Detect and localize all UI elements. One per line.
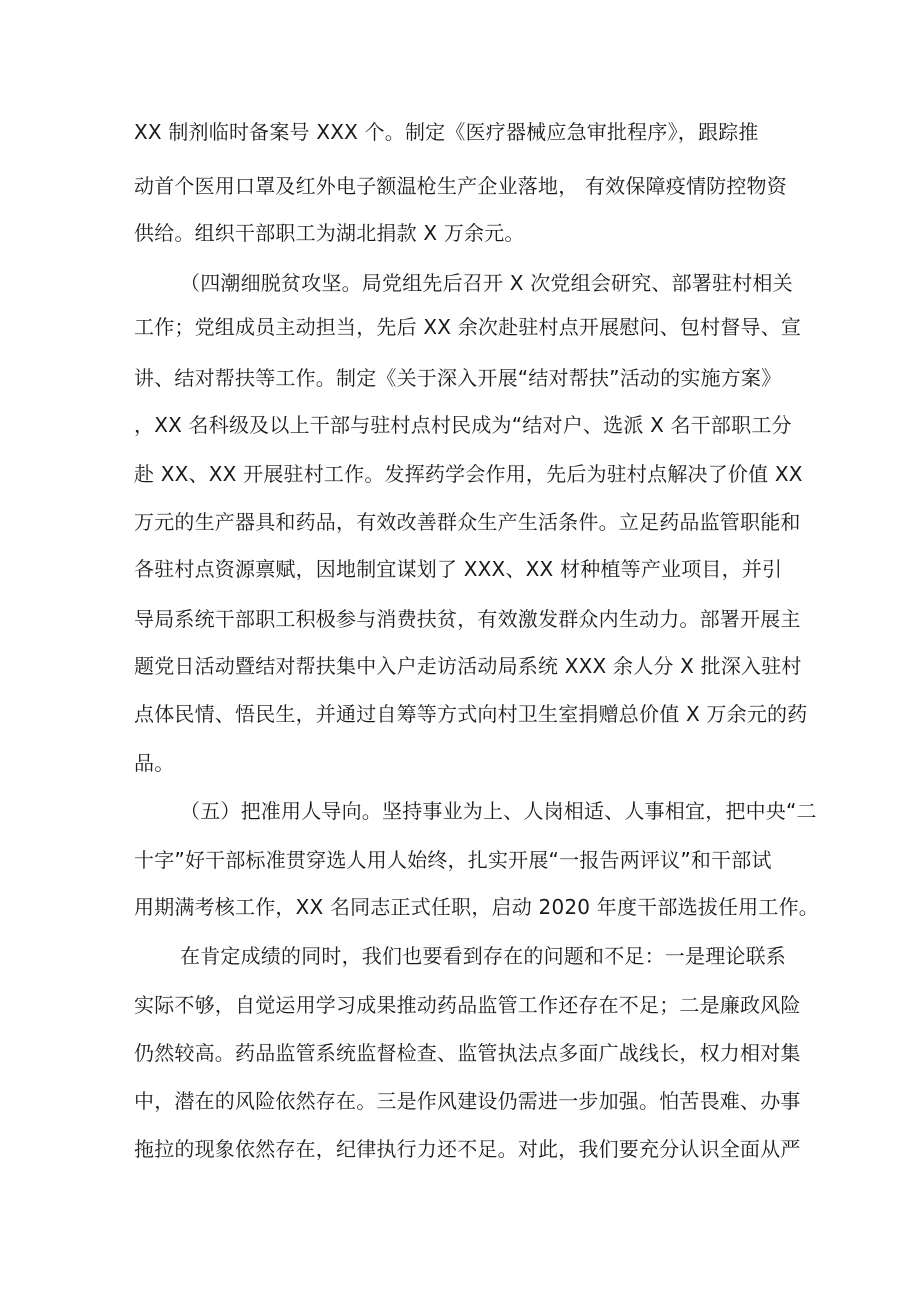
text-line: 供给。组织干部职工为湖北捐款 X 万余元。 xyxy=(134,221,525,245)
text-line: 拖拉的现象依然存在，纪律执行力还不足。对此，我们要充分认识全面从严 xyxy=(134,1137,801,1161)
text-line: 点体民情、悟民生，并通过自筹等方式向村卫生室捐赠总价值 X 万余元的药 xyxy=(134,702,808,726)
text-line: 十字”好干部标准贯穿选人用人始终，扎实开展“一报告两评议”和干部试 xyxy=(134,848,772,872)
text-line: 讲、结对帮扶等工作。制定《关于深入开展“结对帮扶”活动的实施方案》 xyxy=(134,366,782,390)
text-line: 工作；党组成员主动担当，先后 XX 余次赴驻村点开展慰问、包村督导、宣 xyxy=(134,315,802,339)
paragraph-heading-line: （五）把准用人导向。坚持事业为上、人岗相适、人事相宜，把中央“二 xyxy=(180,799,817,823)
paragraph-heading-line: （四潮细脱贫攻坚。局党组先后召开 X 次党组会研究、部署驻村相关 xyxy=(180,271,793,295)
text-line: 动首个医用口罩及红外电子额温枪生产企业落地， 有效保障疫情防控物资 xyxy=(134,174,787,198)
paragraph-first-line: 在肯定成绩的同时，我们也要看到存在的问题和不足：一是理论联系 xyxy=(180,944,786,968)
text-line: XX 制剂临时备案号 XXX 个。制定《医疗器械应急审批程序》，跟踪推 xyxy=(134,120,759,144)
text-line: ，XX 名科级及以上干部与驻村点村民成为“结对户、选派 X 名干部职工分 xyxy=(134,413,792,437)
text-line: 赴 XX、XX 开展驻村工作。发挥药学会作用，先后为驻村点解决了价值 XX xyxy=(134,462,803,486)
text-line: 各驻村点资源禀赋，因地制宜谋划了 XXX、XX 材种植等产业项目，并引 xyxy=(134,557,783,581)
text-line: 中，潜在的风险依然存在。三是作风建设仍需进一步加强。怕苦畏难、办事 xyxy=(134,1089,801,1113)
text-line: 品。 xyxy=(134,751,175,775)
text-line: 仍然较高。药品监管系统监督检查、监管执法点多面广战线长，权力相对集 xyxy=(134,1041,801,1065)
text-line: 导局系统干部职工积极参与消费扶贫，有效激发群众内生动力。部署开展主 xyxy=(134,607,801,631)
text-line: 用期满考核工作，XX 名同志正式任职，启动 2020 年度干部选拔任用工作。 xyxy=(134,895,819,919)
text-line: 题党日活动暨结对帮扶集中入户走访活动局系统 XXX 余人分 X 批深入驻村 xyxy=(134,654,802,678)
text-line: 实际不够，自觉运用学习成果推动药品监管工作还存在不足；二是廉政风险 xyxy=(134,993,801,1017)
text-line: 万元的生产器具和药品，有效改善群众生产生活条件。立足药品监管职能和 xyxy=(134,510,801,534)
